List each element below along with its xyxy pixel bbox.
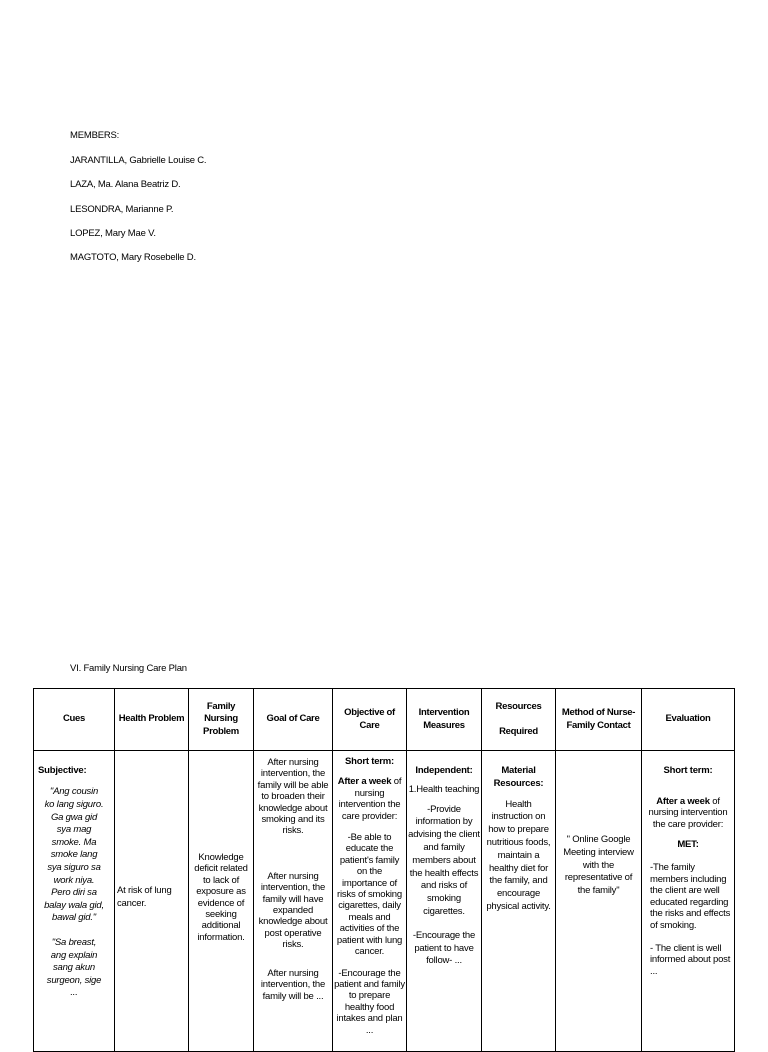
header-cues: Cues (34, 689, 115, 751)
cell-family-nursing-problem (189, 751, 254, 1052)
evaluation-text: -The family members including the client are well educated regarding the risks and effects of smoking. (650, 861, 731, 931)
objective-after-week: After a week (337, 776, 392, 788)
objective-after-week-rest: of nursing intervention the care provider: (338, 776, 402, 822)
intervention-text: -Provide information by advising the client and family members about the health effects and risks of smoking cigarettes. (408, 803, 480, 917)
header-objective-of-care: Objective of Care (333, 689, 407, 751)
header-health-problem: Health Problem (115, 689, 189, 751)
header-resources-line2: Required (499, 725, 538, 737)
member-name: LESONDRA, Marianne P. (70, 204, 174, 215)
header-family-nursing-problem: Family Nursing Problem (189, 689, 254, 751)
cell-objective-of-care (333, 751, 407, 1052)
family-nursing-problem-text: Knowledge deficit related to lack of exposure as evidence of seeking additional information. (194, 852, 248, 943)
objective-short-term-label: Short term: (345, 756, 394, 767)
header-intervention-measures: Intervention Measures (407, 689, 482, 751)
table-header-row (34, 689, 735, 751)
health-problem-text: At risk of lung cancer. (117, 885, 172, 909)
cell-intervention-measures (407, 751, 482, 1052)
objective-text: -Encourage the patient and family to prepare healthy food intakes and plan ... (334, 967, 405, 1036)
cell-health-problem (115, 751, 189, 1052)
header-resources-line1: Resources (495, 701, 542, 712)
evaluation-after-week: After a week (656, 795, 710, 807)
evaluation-text: - The client is well informed about post ... (650, 942, 731, 977)
cell-cues (34, 751, 115, 1052)
cell-resources (482, 751, 556, 1052)
goal-text: After nursing intervention, the family will be able to broaden their knowledge about smoking and its risks. (257, 757, 329, 837)
evaluation-after-week-rest: of nursing intervention the care provider: (648, 795, 728, 830)
member-name: LAZA, Ma. Alana Beatriz D. (70, 179, 181, 190)
header-resources (482, 689, 556, 751)
cues-quote: "Ang cousin ko lang siguro. Ga gwa gid sya mag smoke. Ma smoke lang sya siguro sa work niya. Pero diri sa balay wala gid, bawal gid." (44, 786, 104, 924)
header-evaluation: Evaluation (642, 689, 735, 751)
cell-method (556, 751, 642, 1052)
intervention-label: Independent: (415, 765, 473, 776)
member-name: LOPEZ, Mary Mae V. (70, 228, 156, 239)
member-name: JARANTILLA, Gabrielle Louise C. (70, 155, 207, 166)
intervention-text: 1.Health teaching (408, 783, 480, 795)
table-row (34, 751, 735, 1052)
intervention-text: -Encourage the patient to have follow- ... (412, 929, 476, 967)
method-text: " Online Google Meeting interview with the representative of the family" (563, 834, 634, 897)
care-plan-table (33, 688, 735, 1052)
cues-label: Subjective: (38, 765, 87, 776)
objective-text: -Be able to educate the patient's family on the importance of risks of smoking cigarettes, daily meals and activities of the patient with lung cancer. (336, 832, 403, 958)
resources-label: Material Resources: (493, 765, 544, 789)
header-method: Method of Nurse-Family Contact (556, 689, 642, 751)
resources-text: Health instruction on how to prepare nutritious foods, maintain a healthy diet for the family, and encourage physical activity. (486, 798, 551, 912)
goal-text: After nursing intervention, the family will be ... (260, 967, 326, 1002)
cues-quote: "Sa breast, ang explain sang akun surgeon, sige ... (46, 936, 102, 999)
members-heading: MEMBERS: (70, 130, 120, 141)
cell-evaluation (642, 751, 735, 1052)
cell-goal-of-care (254, 751, 333, 1052)
member-name: MAGTOTO, Mary Rosebelle D. (70, 252, 196, 263)
goal-text: After nursing intervention, the family will have expanded knowledge about post operative risks. (258, 870, 328, 951)
evaluation-short-term-label: Short term: (663, 765, 713, 776)
evaluation-met-label: MET: (677, 839, 699, 851)
section-title: VI. Family Nursing Care Plan (70, 663, 187, 674)
header-goal-of-care: Goal of Care (254, 689, 333, 751)
